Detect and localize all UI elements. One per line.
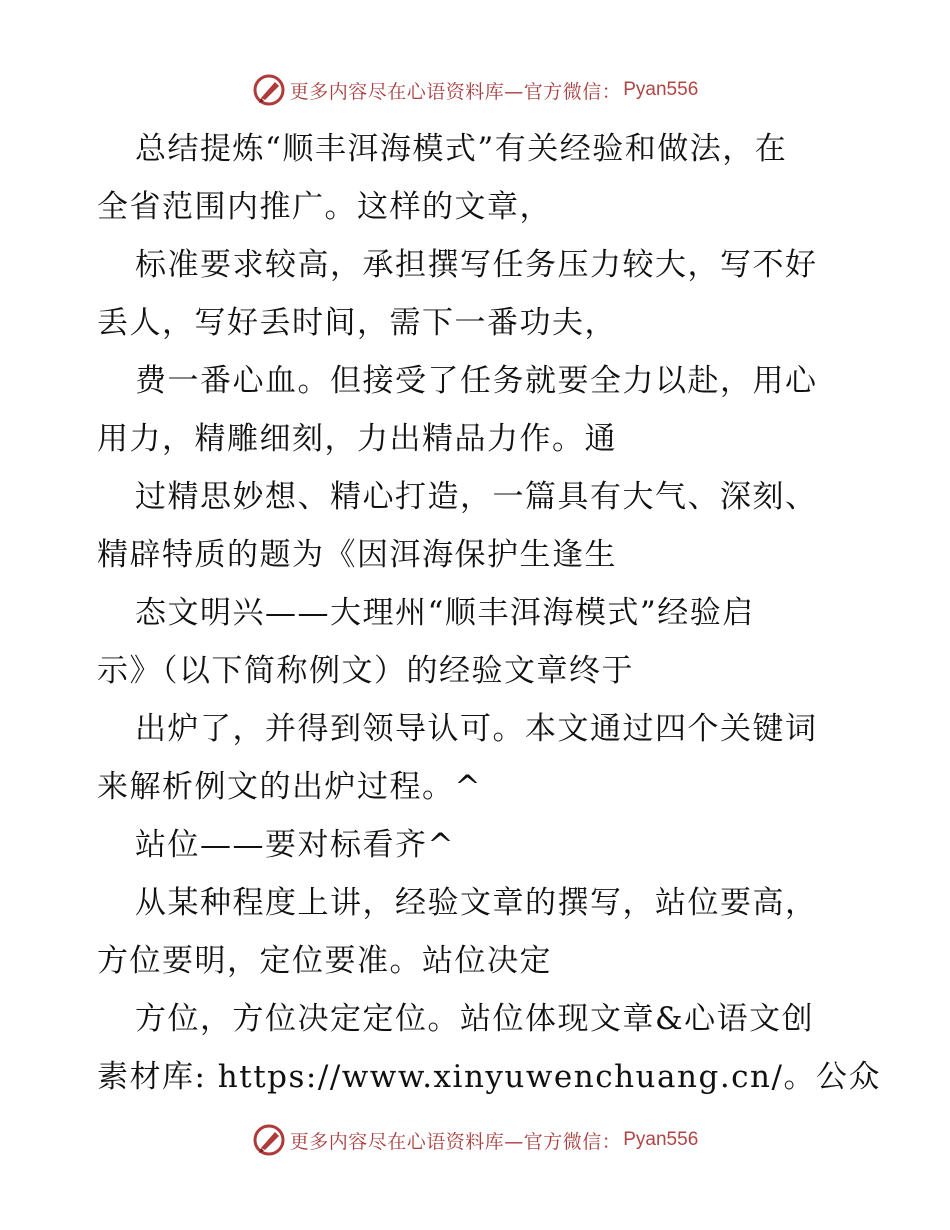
text-line: 方位要明，定位要准。站位决定 <box>97 943 552 979</box>
text-line: 标准要求较高，承担撰写任务压力较大，写不好 <box>135 247 818 283</box>
text-line: 素材库: https://www.xinyuwenchuang.cn/。公众 <box>97 1059 881 1095</box>
footer-banner <box>0 1120 950 1160</box>
text-line: 出炉了，并得到领导认可。本文通过四个关键词 <box>135 711 818 747</box>
text-line: 精辟特质的题为《因洱海保护生逢生 <box>97 537 617 573</box>
text-line: 全省范围内推广。这样的文章， <box>97 189 552 225</box>
text-line: 态文明兴——大理州“顺丰洱海模式”经验启 <box>135 595 755 631</box>
banner-text: 更多内容尽在心语资料库—官方微信： <box>289 1130 622 1153</box>
section-heading: 站位——要对标看齐^ <box>135 827 455 863</box>
text-line: 丢人，写好丢时间，需下一番功夫， <box>97 305 617 341</box>
text-line: 费一番心血。但接受了任务就要全力以赴，用心 <box>135 363 818 399</box>
wechat-id: Pyan556 <box>623 79 699 100</box>
wechat-id: Pyan556 <box>623 1129 699 1150</box>
text-line: 总结提炼“顺丰洱海模式”有关经验和做法，在 <box>135 131 788 167</box>
document-body <box>97 120 881 1106</box>
text-line: 方位，方位决定定位。站位体现文章&心语文创 <box>135 1001 815 1037</box>
text-line: 示》（以下简称例文）的经验文章终于 <box>97 653 634 689</box>
text-line: 过精思妙想、精心打造，一篇具有大气、深刻、 <box>135 479 818 515</box>
pen-logo-icon <box>252 73 286 107</box>
text-line: 来解析例文的出炉过程。^ <box>97 769 482 805</box>
header-banner <box>0 70 950 110</box>
text-line: 从某种程度上讲，经验文章的撰写，站位要高， <box>135 885 818 921</box>
banner-text: 更多内容尽在心语资料库—官方微信： <box>289 80 622 103</box>
text-line: 用力，精雕细刻，力出精品力作。通 <box>97 421 617 457</box>
pen-logo-icon <box>252 1123 286 1157</box>
